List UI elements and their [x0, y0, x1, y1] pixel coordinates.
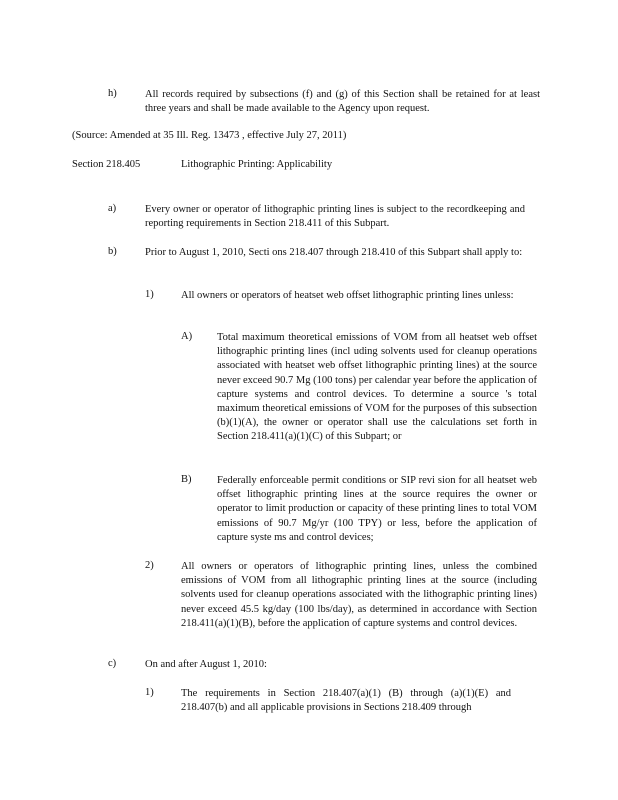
subsection-text: All owners or operators of heatset web offset lithographic printing lines unless: [181, 290, 514, 301]
subsection-text: Total maximum theoretical emissions of VOM from all heatset web offset lithographic printing lines (incl uding solvents used for cleanup operations associated with heatset web offset lithographic printing lines) at the source never exceed 90.7 Mg (100 tons) per calendar year before the application of capture systems and control devices. To determine a source 's total maximum theoretical emissions of VOM for the purposes of this subsection (b)(1)(A), the owner or operator shall use the calculations set forth in Section 218.411(a)(1)(C) of this Subpart; or [217, 332, 540, 443]
subsection-label: b) [108, 246, 117, 257]
subsection-text: On and after August 1, 2010: [145, 659, 267, 670]
subsection-text: Federally enforceable permit conditions or SIP revi sion for all heatset web offset lithographic printing lines at the source requires the owner or operator to limit production or capacity of these printing lines to total VOM emissions of 90.7 Mg/yr (100 TPY) or less, before the application of capture syste ms and control devices; [217, 475, 540, 543]
subsection-label: c) [108, 658, 117, 669]
source-note: (Source: Amended at 35 Ill. Reg. 13473 , effective July 27, 2011) [72, 130, 347, 141]
subsection-label: 2) [145, 560, 154, 571]
section-number: Section 218.405 [72, 159, 141, 170]
subsection-label: a) [108, 203, 117, 214]
subsection-text: The requirements in Section 218.407(a)(1) (B) through (a)(1)(E) and 218.407(b) and all applicable provisions in Sections 218.409 through [181, 688, 514, 714]
section-title: Lithographic Printing: Applicability [181, 159, 333, 170]
subsection-text: Every owner or operator of lithographic printing lines is subject to the recordkeeping and reporting requirements in Section 218.411 of this Subpart. [145, 204, 528, 230]
subsection-label: A) [181, 331, 193, 342]
subsection-label: h) [108, 88, 117, 99]
subsection-text: All records required by subsections (f) and (g) of this Section shall be retained for at least three years and shall be made available to the Agency upon request. [145, 89, 543, 115]
subsection-label: 1) [145, 289, 154, 300]
subsection-label: B) [181, 474, 192, 485]
subsection-text: Prior to August 1, 2010, Secti ons 218.407 through 218.410 of this Subpart shall apply to: [145, 247, 523, 258]
subsection-text: All owners or operators of lithographic printing lines, unless the combined emissions of VOM from all lithographic printing lines at the source (including solvents used for cleanup operations associated with the lithographic printing lines) never exceed 45.5 kg/day (100 lbs/day), as determined in accordance with Section 218.411(a)(1)(B), before the application of capture systems and control devices. [181, 561, 540, 629]
subsection-label: 1) [145, 687, 154, 698]
